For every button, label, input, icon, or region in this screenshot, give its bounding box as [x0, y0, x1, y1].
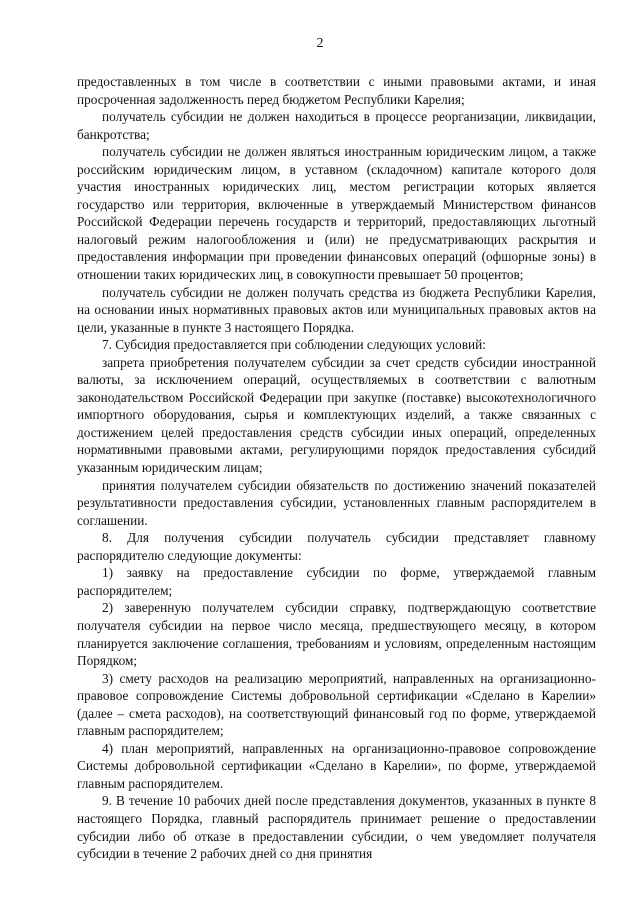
paragraph: получатель субсидии не должен получать средства из бюджета Республики Карелия, на основании иных нормативных правовых актов или муниципальных правовых актов на цели, указанные в пункте 3 настоящего Порядка. — [77, 284, 596, 335]
paragraph-clause-9: 9. В течение 10 рабочих дней после представления документов, указанных в пункте 8 настоящего Порядка, главный распорядитель принимает решение о предоставлении субсидии либо об отказе в предоставлении субсидии, о чем уведомляет получателя субсидии в течение 2 рабочих дней со дня принятия — [77, 793, 596, 862]
paragraph-continuation: предоставленных в том числе в соответствии с иными правовыми актами, и иная просроченная задолженность перед бюджетом Республики Карелия; — [77, 74, 596, 107]
list-item-2: 2) заверенную получателем субсидии справку, подтверждающую соответствие получателя субсидии на первое число месяца, предшествующего месяцу, в котором планируется заключение соглашения, требованиям и условиям, определенным настоящим Порядком; — [77, 600, 596, 669]
list-item-3: 3) смету расходов на реализацию мероприятий, направленных на организационно-правовое сопровождение Системы добровольной сертификации «Сделано в Карелии» (далее – смета расходов), на соответствующий финансовый год по форме, утверждаемой главным распорядителем; — [77, 670, 596, 739]
paragraph-clause-7: 7. Субсидия предоставляется при соблюдении следующих условий: — [102, 337, 486, 353]
page-number: 2 — [316, 36, 324, 51]
paragraph: получатель субсидии не должен являться иностранным юридическим лицом, а также российским юридическим лицом, в уставном (складочном) капитале которого доля участия иностранных юридических лиц, местом регистрации которых является государство или территория, включенные в утверждаемый Министерством финансов Российской Федерации перечень государств и территорий, предоставляющих льготный налоговый режим налогообложения и (или) не предусматривающих раскрытия и предоставления информации при проведении финансовых операций (офшорные зоны) в отношении таких юридических лиц, в совокупности превышает 50 процентов; — [77, 144, 596, 283]
paragraph: принятия получателем субсидии обязательств по достижению значений показателей результативности предоставления субсидии, установленных главным распорядителем в соглашении. — [77, 477, 596, 528]
document-body — [77, 73, 596, 863]
list-item-4: 4) план мероприятий, направленных на организационно-правовое сопровождение Системы добровольной сертификации «Сделано в Карелии», по форме, утверждаемой главным распорядителем. — [77, 740, 596, 791]
list-item-1: 1) заявку на предоставление субсидии по форме, утверждаемой главным распорядителем; — [77, 565, 596, 598]
paragraph-clause-8: 8. Для получения субсидии получатель субсидии представляет главному распорядителю следующие документы: — [77, 530, 596, 563]
paragraph: получатель субсидии не должен находиться в процессе реорганизации, ликвидации, банкротства; — [77, 109, 596, 142]
paragraph: запрета приобретения получателем субсидии за счет средств субсидии иностранной валюты, за исключением операций, осуществляемых в соответствии с валютным законодательством Российской Федерации при закупке (поставке) высокотехнологичного импортного оборудования, сырья и комплектующих изделий, а также связанных с достижением целей предоставления средств субсидии иных операций, определенных нормативными правовыми актами, регулирующими порядок предоставления субсидий указанным юридическим лицам; — [77, 354, 596, 476]
